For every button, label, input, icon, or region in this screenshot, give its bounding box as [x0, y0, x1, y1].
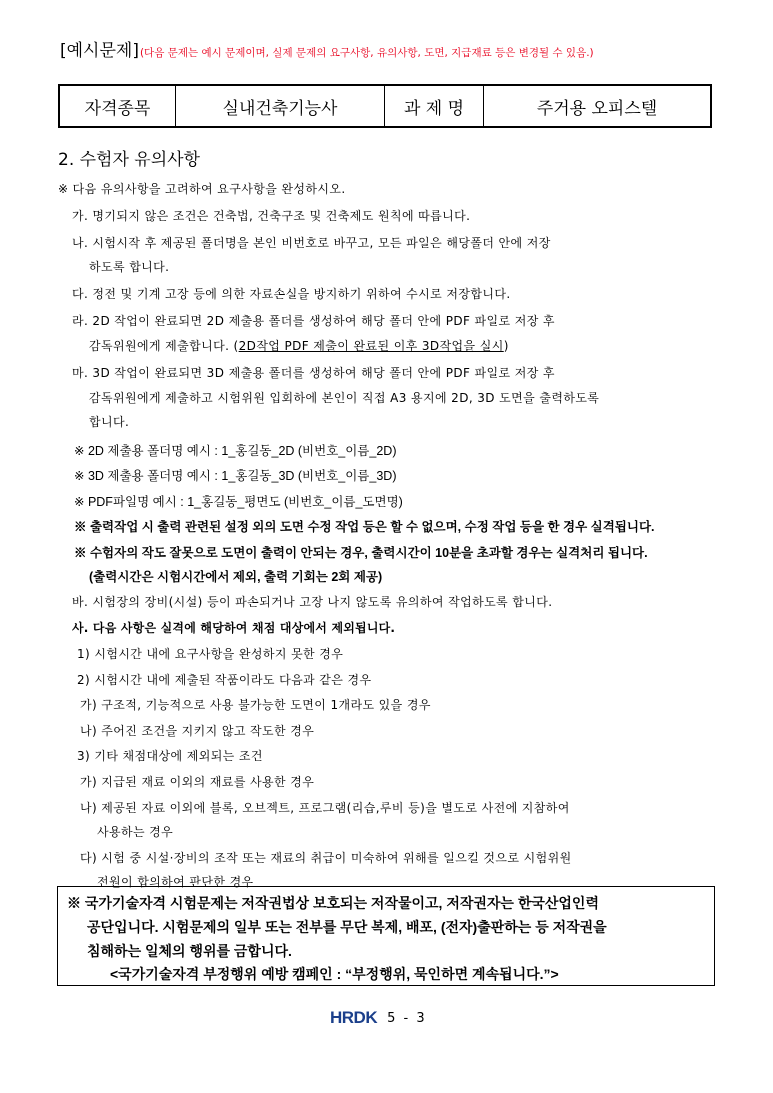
item-ma-line1: 마. 3D 작업이 완료되면 3D 제출용 폴더를 생성하여 해당 폴더 안에 PDF 파일로 저장 후: [72, 366, 555, 380]
task-value-cell: 주거용 오피스텔: [484, 85, 712, 127]
item-ma-line2: 감독위원에게 제출하고 시험위원 입회하에 본인이 직접 A3 용지에 2D, 3D 도면을 출력하도록: [89, 391, 600, 405]
item-ra-line1: 라. 2D 작업이 완료되면 2D 제출용 폴더를 생성하여 해당 폴더 안에 PDF 파일로 저장 후: [72, 314, 555, 328]
copyright-line1: ※ 국가기술자격 시험문제는 저작권법상 보호되는 저작물이고, 저작권자는 한국산업인력: [67, 895, 599, 911]
copyright-line2: 공단입니다. 시험문제의 일부 또는 전부를 무단 복제, 배포, (전자)출판하는 등 저작권을: [87, 919, 607, 935]
ra-text-b: ): [503, 339, 509, 353]
page-footer: [330, 1008, 427, 1028]
disq-3: 3) 기타 채점대상에 제외되는 조건: [77, 749, 263, 763]
intro-line: ※ 다음 유의사항을 고려하여 요구사항을 완성하시오.: [58, 182, 346, 196]
disq-3-ga: 가) 지급된 재료 이외의 재료를 사용한 경우: [80, 775, 315, 789]
disq-3-da-line2: 전원이 합의하여 판단한 경우: [97, 875, 254, 889]
sample-header: [60, 36, 594, 61]
page-number: 5 - 3: [387, 1010, 427, 1026]
sample-notice: (다음 문제는 예시 문제이며, 실제 문제의 요구사항, 유의사항, 도면, 지급재료 등은 변경될 수 있음.): [139, 47, 594, 59]
copyright-notice-box: [57, 886, 715, 986]
item-ra-line2: [89, 337, 509, 354]
note-output-time-detail: (출력시간은 시험시간에서 제외, 출력 기회는 2회 제공): [89, 570, 383, 584]
disq-2-na: 나) 주어진 조건을 지키지 않고 작도한 경우: [80, 724, 315, 738]
item-sa: 사. 다음 사항은 실격에 해당하여 채점 대상에서 제외됩니다.: [72, 621, 396, 635]
ra-underlined-text: 2D작업 PDF 제출이 완료된 이후 3D작업을 실시: [238, 339, 504, 353]
item-ga: 가. 명기되지 않은 조건은 건축법, 건축구조 및 건축제도 원칙에 따릅니다.: [72, 209, 471, 223]
item-na-line1: 나. 시험시작 후 제공된 폴더명을 본인 비번호로 바꾸고, 모든 파일은 해당폴더 안에 저장: [72, 236, 551, 250]
disq-3-na-line2: 사용하는 경우: [97, 825, 174, 839]
disq-2-ga: 가) 구조적, 기능적으로 사용 불가능한 도면이 1개라도 있을 경우: [80, 698, 431, 712]
campaign-line: <국가기술자격 부정행위 예방 캠페인 : “부정행위, 묵인하면 계속됩니다.”>: [110, 966, 559, 982]
task-label-cell: 과 제 명: [385, 85, 484, 127]
note-pdf-filename: ※ PDF파일명 예시 : 1_홍길동_평면도 (비번호_이름_도면명): [74, 495, 403, 509]
ra-text-a: 감독위원에게 제출합니다. (: [89, 339, 239, 353]
copyright-line3: 침해하는 일체의 행위를 금합니다.: [87, 943, 292, 959]
item-na-line2: 하도록 합니다.: [89, 260, 170, 274]
field-value-cell: 실내건축기능사: [176, 85, 385, 127]
item-ma-line3: 합니다.: [89, 415, 130, 429]
item-da: 다. 정전 및 기계 고장 등에 의한 자료손실을 방지하기 위하여 수시로 저장합니다.: [72, 287, 511, 301]
section-title: 2. 수험자 유의사항: [58, 150, 200, 170]
field-label-cell: 자격종목: [59, 85, 176, 127]
disq-3-da-line1: 다) 시험 중 시설·장비의 조작 또는 재료의 취급이 미숙하여 위해를 일으킬 것으로 시험위원: [80, 851, 572, 865]
disq-1: 1) 시험시간 내에 요구사항을 완성하지 못한 경우: [77, 647, 344, 661]
disq-2: 2) 시험시간 내에 제출된 작품이라도 다음과 같은 경우: [77, 673, 372, 687]
note-output-edit: ※ 출력작업 시 출력 관련된 설정 외의 도면 수정 작업 등은 할 수 없으며, 수정 작업 등을 한 경우 실격됩니다.: [74, 520, 655, 534]
hrdk-logo: HRDK: [330, 1008, 378, 1027]
exam-info-table: [58, 84, 712, 128]
note-3d-folder: ※ 3D 제출용 폴더명 예시 : 1_홍길동_3D (비번호_이름_3D): [74, 469, 397, 483]
item-ba: 바. 시험장의 장비(시설) 등이 파손되거나 고장 나지 않도록 유의하여 작업하도록 합니다.: [72, 595, 553, 609]
sample-label: [예시문제]: [60, 41, 139, 61]
note-2d-folder: ※ 2D 제출용 폴더명 예시 : 1_홍길동_2D (비번호_이름_2D): [74, 444, 397, 458]
note-output-time: ※ 수험자의 작도 잘못으로 도면이 출력이 안되는 경우, 출력시간이 10분을 초과할 경우는 실격처리 됩니다.: [74, 546, 648, 560]
disq-3-na-line1: 나) 제공된 자료 이외에 블록, 오브젝트, 프로그램(리습,루비 등)을 별도로 사전에 지참하여: [80, 801, 570, 815]
